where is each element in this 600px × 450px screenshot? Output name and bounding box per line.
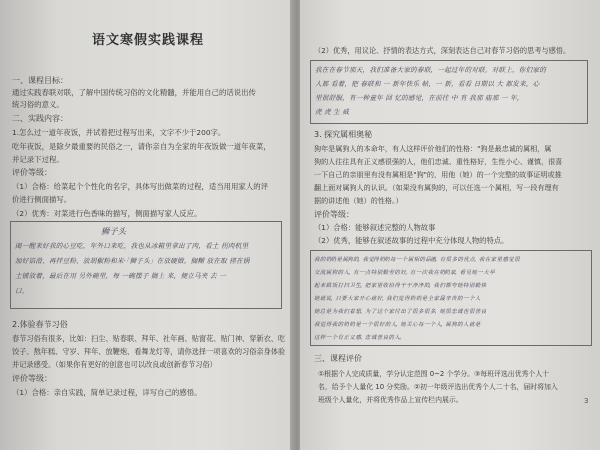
section-heading: 一、课程目标：	[12, 76, 68, 85]
handwritten-line: 口。	[15, 287, 29, 295]
text-line: 并记录下过程。	[12, 155, 64, 164]
eval-label: 评价等级：	[12, 374, 52, 383]
handwritten-line: 起 来 做 饭 打 扫 卫 生，把 家 里 收 拾 得 干 干 净 净 的，我 们 都 夸 她 特 别 勤 快	[314, 283, 486, 289]
handwritten-line: 这 样 一 个 有 正 义 感、忠 诚 善 良 的 人。	[314, 335, 405, 341]
handwritten-line: 我 觉 得 我 的 奶 奶 是 一 个 很 好 的 人，她 关 心 每 一 个 人，属 狗 的 人 就 是	[314, 322, 480, 328]
eval-item: 价进行侧面描写。	[12, 195, 72, 204]
text-line: 狗的人往往具有正义感很强的人，他们忠诚、重性格好，生性小心、谨慎，很喜	[314, 157, 563, 166]
text-line: 名，给予个人量化 10 分奖励。②初一年级评选出优秀个人二十名，届时将加入	[318, 383, 558, 391]
text-line: 春节习俗有很多，比如：扫尘、贴春联、拜年、社年画、贴窗花、贴门神、穿新衣、吃	[12, 334, 286, 343]
handwritten-line: 她 总 是 为 我 们 着 想，为 了 这 个 家 付 出 了 很 多 很 多，她 很 忠 诚 也 很 善 良	[314, 309, 486, 315]
page-title: 语文寒假实践课程	[92, 33, 205, 48]
text-line: 一下自己的亲朋里有没有属相是"狗"的，用他（她）的一个完整的故事证明或推	[314, 170, 562, 179]
handwritten-line: 虎 虎 生 威	[315, 108, 350, 116]
task-heading: 1.怎么过一道年夜饭，并试着把过程写出来，文字不少于200字。	[12, 128, 226, 137]
eval-item: （1）合格：给菜起个个性化的名字，具体写出做菜的过程，适当用用家人的评	[12, 182, 268, 191]
text-line: 通过实践春联对联，了解中国传统习俗的文化精髓，并能用自己的话说出传	[12, 88, 256, 97]
text-line: 并记录感受。（如果你有更好的创意也可以改良或创新春节习俗）	[12, 360, 217, 369]
handwritten-line: 闺一醒来好我的心豆吃，年外口来吃，我也从冰箱里拿出了肉，看土 拐肉机里	[15, 242, 249, 250]
handwritten-line: 土铺放着，最后在用 另外碗里，每 一碗摆子 搁上 来，便立马夹 去 一	[15, 272, 226, 280]
text-line: 饺子、熬年糕、守岁、拜年、放鞭炮、看舞龙灯等，请你选择一项喜欢的习俗亲身体验	[12, 347, 286, 356]
handwritten-line: 里很舒服，有一种童年 回 忆的感觉，在前往 中 有 我那 庙那 一 年，	[315, 94, 524, 102]
page-number: 3	[584, 397, 589, 405]
eval-item: （2）优秀，能够在叙述故事的过程中充分体现人物的特点。	[314, 236, 509, 245]
eval-item: （2）优秀：对菜进行色香味的描写，侧面描写家人反应。	[12, 209, 202, 218]
text-line: ①根据个人完成质量，学分认定范围 0~2 个学分。③每班评选出优秀个人十	[318, 370, 550, 378]
text-line: 狗年是属狗人的本命年，有人这样评价他们的性格："狗是最忠诚的属相，属	[314, 144, 552, 153]
handwritten-line: 我在在春节那天，我们准备大家的春联，一起过年的对联。对联上，你们家的	[315, 66, 546, 74]
handwritten-line: 加好馅滑，再拌豆粉，放胡椒粉和米·「狮子头」在放硬做，搁糊 放在取 搓在锅	[15, 257, 250, 265]
section-heading: 3. 探究属相奥秘	[314, 130, 373, 139]
section-heading: 二、实践内容：	[12, 114, 68, 123]
text-line: 吃年夜饭，是除夕最重要的民俗之一，请你亲自为全家的年夜饭做一道年夜菜，	[12, 142, 271, 151]
handwritten-line: 她 就 说，只 要 大 家 开 心 就 好，我 们 觉 得 奶 奶 是 全 家 最 辛 苦 的 一 个 人	[314, 296, 480, 302]
eval-label: 评价等级：	[314, 210, 354, 219]
section-heading: 三、课程评价	[314, 354, 362, 363]
handwritten-line: 交 流 属 狗 的 人，有 一 点 特 别 勤 劳 的 好。有 一 次 我 在 奶奶 家，看 见 她 一 大 早	[314, 270, 495, 276]
answer-box-3	[310, 250, 592, 346]
right-page	[300, 0, 600, 450]
eval-item: （1）合格：亲自实践，简单记录过程，详写自己的感悟。	[12, 388, 202, 397]
handwritten-line: 我 的 奶奶 是 属狗 的，我 觉得 奶奶 每 一 个 属 相 的 品德，有 很 多 的 优 点，我 在 家 里 感 觉 很	[314, 257, 520, 263]
text-line: 据的讲述他（她）的性格。）	[314, 196, 403, 205]
handwritten-line: 人都 看着，把 春联和 一 新年快乐 帖，一 新，看看 日期以 大 都发来，心	[315, 80, 540, 88]
eval-item: （2）优秀，用议论、抒情的表达方式，深刻表达自己对春节习俗的思考与感悟。	[314, 46, 571, 55]
text-line: 班级个人量化，并将优秀作品上宣传栏内展示。	[318, 396, 463, 404]
eval-item: （1）合格：能够叙述完整的人物故事	[314, 223, 436, 232]
handwritten-title: 狮子头	[101, 226, 127, 236]
answer-box-2	[310, 60, 588, 124]
text-line: 翻上面对属狗人的认识。（如果没有属狗的，可以任选一个属相，写一段有理有	[314, 183, 559, 192]
section-heading: 2.体验春节习俗	[12, 320, 68, 329]
eval-label: 评价等级：	[12, 168, 52, 177]
answer-box-1	[10, 221, 282, 309]
left-page	[0, 0, 294, 450]
text-line: 统习俗的意义。	[12, 100, 64, 109]
